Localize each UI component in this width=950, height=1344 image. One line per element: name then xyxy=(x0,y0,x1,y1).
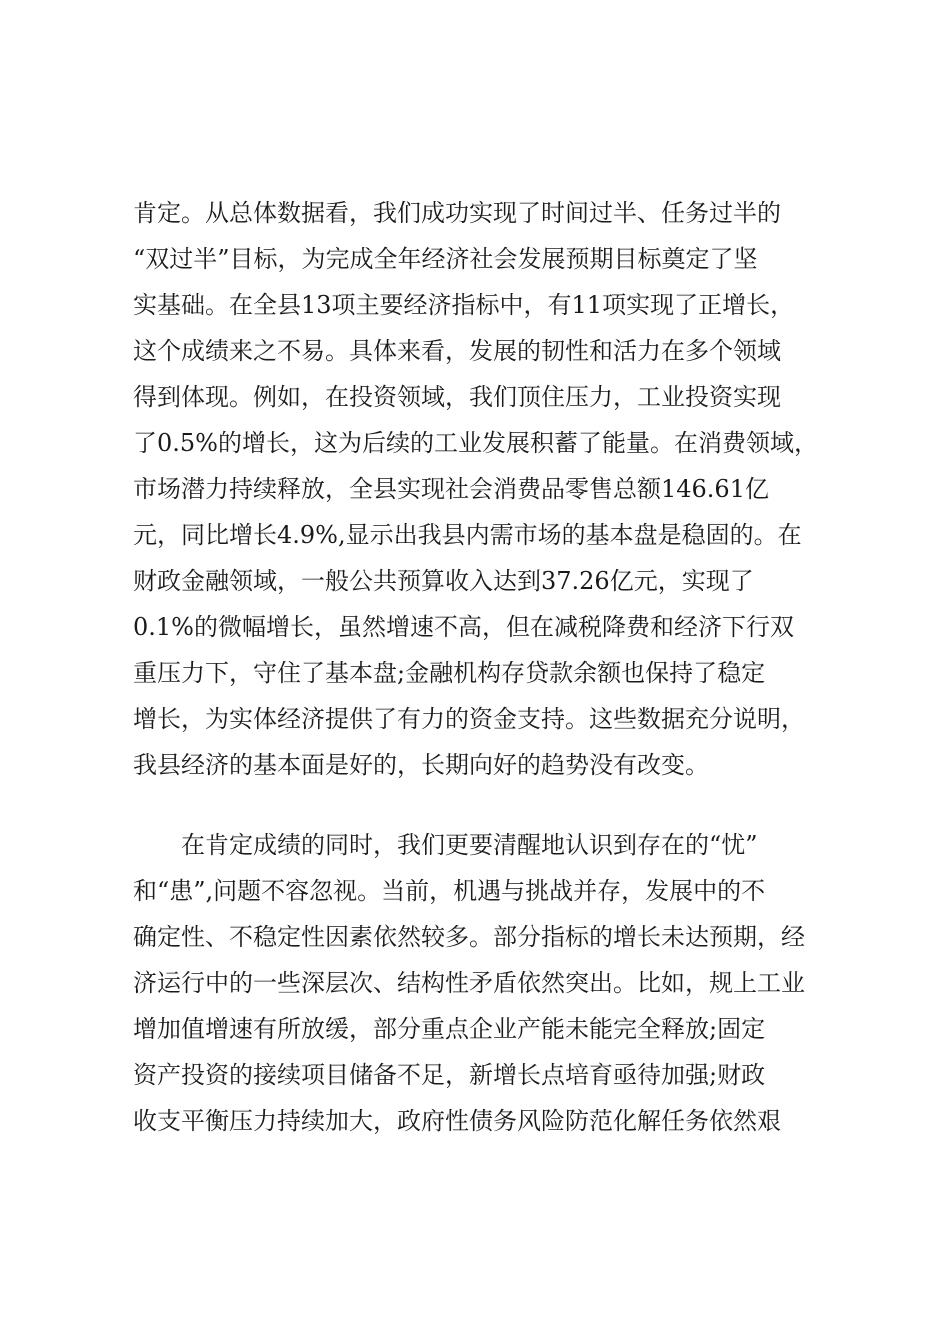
text-line: 了0.5%的增长，这为后续的工业发展积蓄了能量。在消费领域， xyxy=(133,429,818,457)
text-line: 元，同比增长4.9%,显示出我县内需市场的基本盘是稳固的。在 xyxy=(133,521,802,549)
text-line: 肯定。从总体数据看，我们成功实现了时间过半、任务过半的 xyxy=(133,199,781,227)
text-line: 收支平衡压力持续加大，政府性债务风险防范化解任务依然艰 xyxy=(133,1107,781,1135)
text-line: 市场潜力持续释放，全县实现社会消费品零售总额146.61亿 xyxy=(133,475,769,503)
text-line: 这个成绩来之不易。具体来看，发展的韧性和活力在多个领域 xyxy=(133,337,781,365)
text-line: 我县经济的基本面是好的，长期向好的趋势没有改变。 xyxy=(133,751,709,779)
text-line: 资产投资的接续项目储备不足，新增长点培育亟待加强;财政 xyxy=(133,1061,766,1089)
text-line: 重压力下，守住了基本盘;金融机构存贷款余额也保持了稳定 xyxy=(133,659,766,687)
text-line: 和“患”,问题不容忽视。当前，机遇与挑战并存，发展中的不 xyxy=(133,877,766,905)
text-line: 0.1%的微幅增长，虽然增速不高，但在减税降费和经济下行双 xyxy=(133,613,794,641)
text-line: 济运行中的一些深层次、结构性矛盾依然突出。比如，规上工业 xyxy=(133,969,805,997)
text-line: 财政金融领域，一般公共预算收入达到37.26亿元，实现了 xyxy=(133,567,754,595)
text-line: 在肯定成绩的同时，我们更要清醒地认识到存在的“忧” xyxy=(133,831,758,859)
paragraph-problems xyxy=(133,822,833,1144)
text-line: 确定性、不稳定性因素依然较多。部分指标的增长未达预期，经 xyxy=(133,923,805,951)
text-line: 得到体现。例如，在投资领域，我们顶住压力，工业投资实现 xyxy=(133,383,781,411)
text-line: “双过半”目标，为完成全年经济社会发展预期目标奠定了坚 xyxy=(133,245,758,273)
text-line: 增加值增速有所放缓，部分重点企业产能未能完全释放;固定 xyxy=(133,1015,766,1043)
text-line: 实基础。在全县13项主要经济指标中，有11项实现了正增长， xyxy=(133,291,795,319)
paragraph-achievements xyxy=(133,190,833,788)
text-line: 增长，为实体经济提供了有力的资金支持。这些数据充分说明， xyxy=(133,705,805,733)
